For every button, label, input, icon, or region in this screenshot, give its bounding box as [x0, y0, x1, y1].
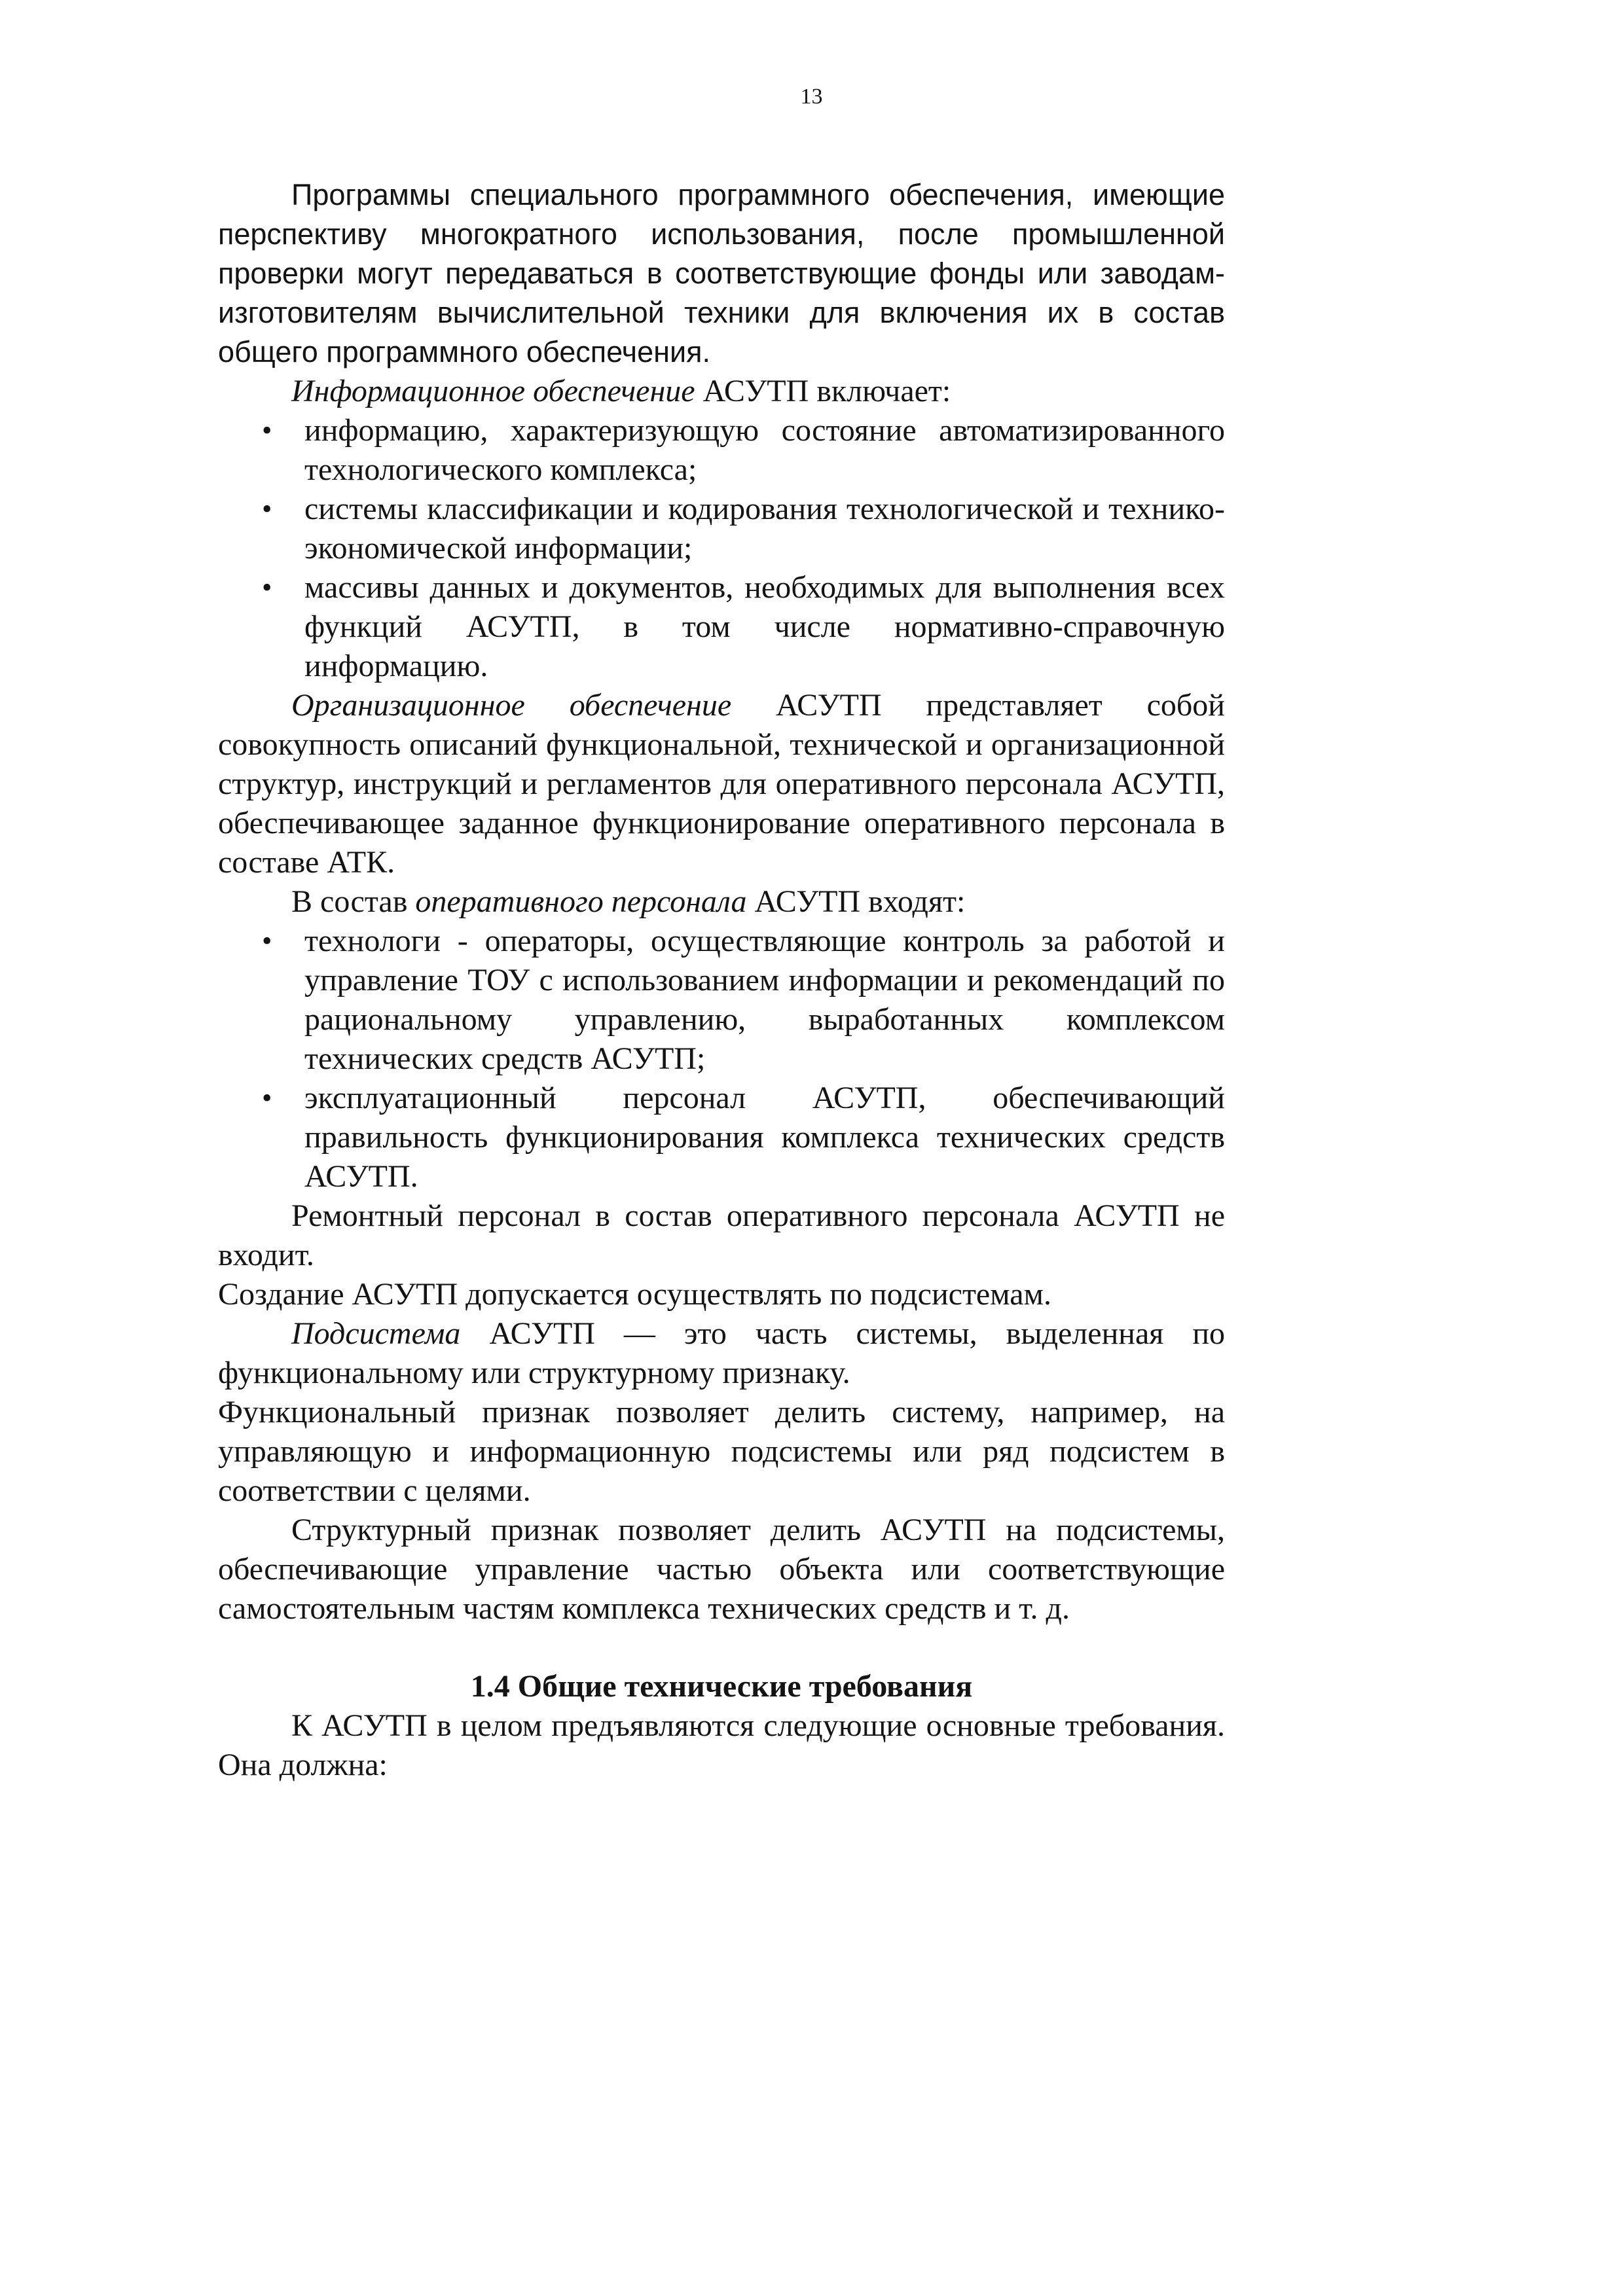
paragraph-requirements-intro: К АСУТП в целом предъявляются следующие основные требования. Она должна:: [218, 1708, 1225, 1782]
paragraph-subsystem: [218, 1314, 1225, 1393]
paragraph-operative-staff: [218, 882, 1225, 922]
list-item: [218, 411, 1225, 490]
paragraph-functional: Функциональный признак позволяет делить систему, например, на управляющую и информационную подсистемы или ряд подсистем в соответствии с целями.: [218, 1395, 1225, 1508]
paragraph-org-support: [218, 686, 1225, 882]
list-item-text: массивы данных и документов, необходимых для выполнения всех функций АСУТП, в том числе нормативно-справочную информацию.: [304, 570, 1225, 683]
operative-staff-text: АСУТП входят:: [746, 884, 966, 919]
list-item-text: информацию, характеризующую состояние автоматизированного технологического комплекса;: [304, 413, 1225, 487]
info-support-text: АСУТП включает:: [695, 374, 951, 408]
list-item-text: технологи - операторы, осуществляющие контроль за работой и управление ТОУ с использованием информации и рекомендаций по рациональному управлению, выработанных комплексом технических средств АСУТП;: [304, 924, 1225, 1076]
bullet-icon: •: [262, 925, 272, 957]
list-item: [218, 568, 1225, 686]
body-text: [218, 175, 1225, 1785]
bullet-icon: •: [262, 414, 272, 446]
list-item-text: системы классификации и кодирования технологической и технико-экономической информации;: [304, 492, 1225, 565]
term-org-support: Организационное обеспечение: [291, 688, 732, 723]
paragraph-structural: Структурный признак позволяет делить АСУТП на подсистемы, обеспечивающие управление частью объекта или соответствующие самостоятельным частям комплекса технических средств и т. д.: [218, 1513, 1225, 1626]
page-number: 13: [800, 84, 823, 109]
paragraph-creation: Создание АСУТП допускается осуществлять по подсистемам.: [218, 1277, 1051, 1312]
operative-staff-list: [218, 922, 1225, 1196]
bullet-icon: •: [262, 493, 272, 525]
bullet-icon: •: [262, 1082, 272, 1114]
paragraph-repair-staff: Ремонтный персонал в состав оперативного персонала АСУТП не входит.: [218, 1198, 1225, 1272]
paragraph-info-support: [218, 372, 1225, 411]
org-support-text: АСУТП представляет собой совокупность описаний функциональной, технической и организационной структур, инструкций и регламентов для оперативного персонала АСУТП, обеспечивающее заданное функционирование оперативного персонала в составе АТК.: [218, 688, 1225, 880]
operative-staff-prefix: В состав: [291, 884, 416, 919]
list-item: [218, 490, 1225, 568]
section-heading: 1.4 Общие технические требования: [470, 1669, 973, 1704]
paragraph-software-transfer: Программы специального программного обеспечения, имеющие перспективу многократного использования, после промышленной проверки могут передаваться в соответствующие фонды или заводам-изготовителям вычислительной техники для включения их в состав общего программного обеспечения.: [218, 178, 1225, 368]
list-item: [218, 1079, 1225, 1196]
term-subsystem: Подсистема: [291, 1316, 461, 1351]
subsystem-text: АСУТП — это часть системы, выделенная по функциональному или структурному признаку.: [218, 1316, 1225, 1390]
bullet-icon: •: [262, 571, 272, 603]
term-info-support: Информационное обеспечение: [291, 374, 695, 408]
list-item: [218, 922, 1225, 1079]
term-operative-staff: оперативного персонала: [415, 884, 747, 919]
list-item-text: эксплуатационный персонал АСУТП, обеспечивающий правильность функционирования комплекса технических средств АСУТП.: [304, 1081, 1225, 1194]
info-support-list: [218, 411, 1225, 686]
